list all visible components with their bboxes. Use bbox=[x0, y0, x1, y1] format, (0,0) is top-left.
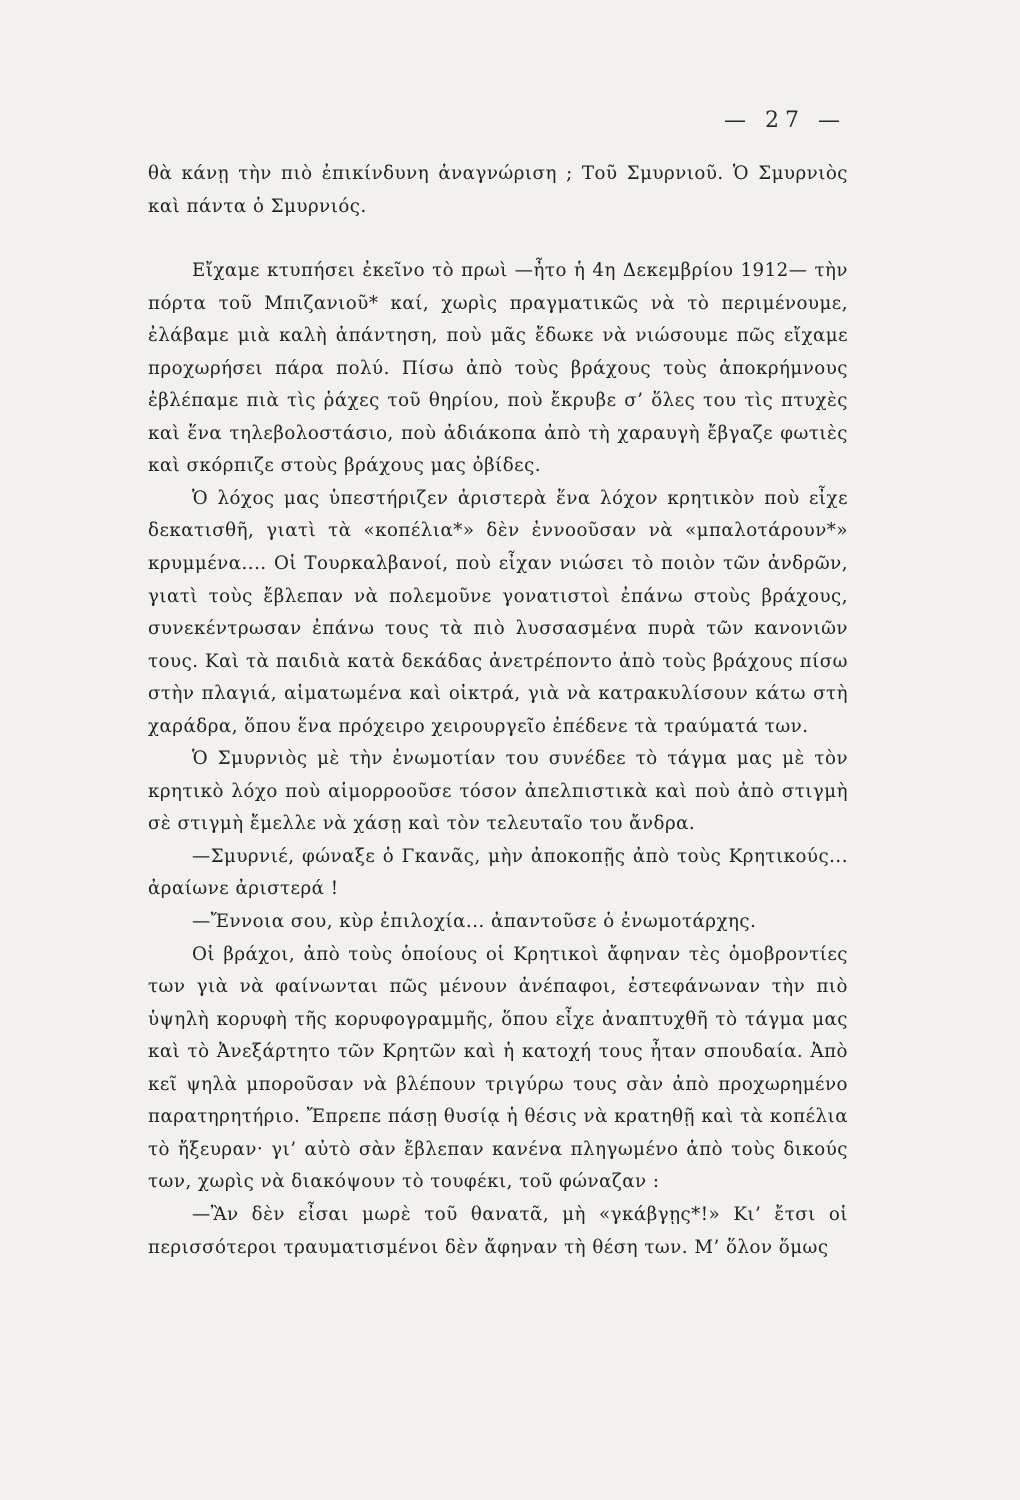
page-text bbox=[148, 158, 848, 1264]
paragraph: Εἴχαμε κτυπήσει ἐκεῖνο τὸ πρωὶ —ἦτο ἡ 4η Δεκεμβρίου 1912— τὴν πόρτα τοῦ Μπιζανιοῦ* καί, χωρὶς πραγματικῶς νὰ τὸ περιμένουμε, ἐλάβαμε μιὰ καλὴ ἀπάντηση, ποὺ μᾶς ἔδωκε νὰ νιώσουμε πῶς εἴχαμε προχωρήσει πάρα πολύ. Πίσω ἀπὸ τοὺς βράχους τοὺς ἀποκρήμνους ἐβλέπαμε πιὰ τὶς ῥάχες τοῦ θηρίου, ποὺ ἔκρυβε σ’ ὅλες του τὶς πτυχὲς καὶ ἕνα τηλεβολοστάσιο, ποὺ ἀδιάκοπα ἀπὸ τὴ χαραυγὴ ἔβγαζε φωτιὲς καὶ σκόρπιζε στοὺς βράχους μας ὀβίδες. bbox=[148, 260, 848, 477]
dialogue-line: —Σμυρνιέ, φώναξε ὁ Γκανᾶς, μὴν ἀποκοπῇς ἀπὸ τοὺς Κρητικούς... ἀραίωνε ἀριστερά ! bbox=[148, 845, 848, 900]
paragraph: Οἱ βράχοι, ἀπὸ τοὺς ὁποίους οἱ Κρητικοὶ ἄφηναν τὲς ὁμοβροντίες των γιὰ νὰ φαίνωνται πῶς μένουν ἀνέπαφοι, ἐστεφάνωναν τὴν πιὸ ὑψηλὴ κορυφὴ τῆς κορυφογραμμῆς, ὅπου εἶχε ἀναπτυχθῆ τὸ τάγμα μας καὶ τὸ Ἀνεξάρτητο τῶν Κρητῶν καὶ ἡ κατοχή τους ἦταν σπουδαία. Ἀπὸ κεῖ ψηλὰ μποροῦσαν νὰ βλέπουν τριγύρω τους σὰν ἀπὸ προχωρημένο παρατηρητήριο. Ἔπρεπε πάσῃ θυσίᾳ ἡ θέσις νὰ κρατηθῇ καὶ τὰ κοπέλια τὸ ἤξευραν· γι’ αὐτὸ σὰν ἔβλεπαν κανένα πληγωμένο ἀπὸ τοὺς δικούς των, χωρὶς νὰ διακόψουν τὸ τουφέκι, τοῦ φώναζαν : bbox=[148, 943, 848, 1193]
paragraph: Ὁ Σμυρνιὸς μὲ τὴν ἐνωμοτίαν του συνέδεε τὸ τάγμα μας μὲ τὸν κρητικὸ λόχο ποὺ αἱμορροοῦσε τόσον ἀπελπιστικὰ καὶ ποὺ ἀπὸ στιγμὴ σὲ στιγμὴ ἔμελλε νὰ χάσῃ καὶ τὸν τελευταῖο του ἄνδρα. bbox=[148, 748, 848, 835]
dialogue-line: —Ἔννοια σου, κὺρ ἐπιλοχία... ἀπαντοῦσε ὁ ἐνωμοτάρχης. bbox=[192, 911, 757, 933]
page-number: — 27 — bbox=[724, 108, 846, 133]
paragraph: θὰ κάνῃ τὴν πιὸ ἐπικίνδυνη ἀναγνώριση ; Τοῦ Σμυρνιοῦ. Ὁ Σμυρνιὸς καὶ πάντα ὁ Σμυρνιός. bbox=[148, 163, 848, 217]
dialogue-line: —Ἂν δὲν εἶσαι μωρὲ τοῦ θανατᾶ, μὴ «γκάβγῃς*!» Κι’ ἔτσι οἱ περισσότεροι τραυματισμένοι δὲν ἄφηναν τὴ θέση των. Μ’ ὅλον ὅμως bbox=[148, 1203, 848, 1258]
paragraph: Ὁ λόχος μας ὑπεστήριζεν ἀριστερὰ ἕνα λόχον κρητικὸν ποὺ εἶχε δεκατισθῆ, γιατὶ τὰ «κοπέλια*» δὲν ἐννοοῦσαν νὰ «μπαλοτάρουν*» κρυμμένα.... Οἱ Τουρκαλβανοί, ποὺ εἶχαν νιώσει τὸ ποιὸν τῶν ἀνδρῶν, γιατὶ τοὺς ἔβλεπαν νὰ πολεμοῦνε γονατιστοὶ ἐπάνω στοὺς βράχους, συνεκέντρωσαν ἐπάνω τους τὰ πιὸ λυσσασμένα πυρὰ τῶν κανονιῶν τους. Καὶ τὰ παιδιὰ κατὰ δεκάδας ἀνετρέποντο ἀπὸ τοὺς βράχους πίσω στὴν πλαγιά, αἱματωμένα καὶ οἰκτρά, γιὰ νὰ κατρακυλίσουν κάτω στὴ χαράδρα, ὅπου ἕνα πρόχειρο χειρουργεῖο ἐπέδενε τὰ τραύματά των. bbox=[148, 487, 848, 737]
